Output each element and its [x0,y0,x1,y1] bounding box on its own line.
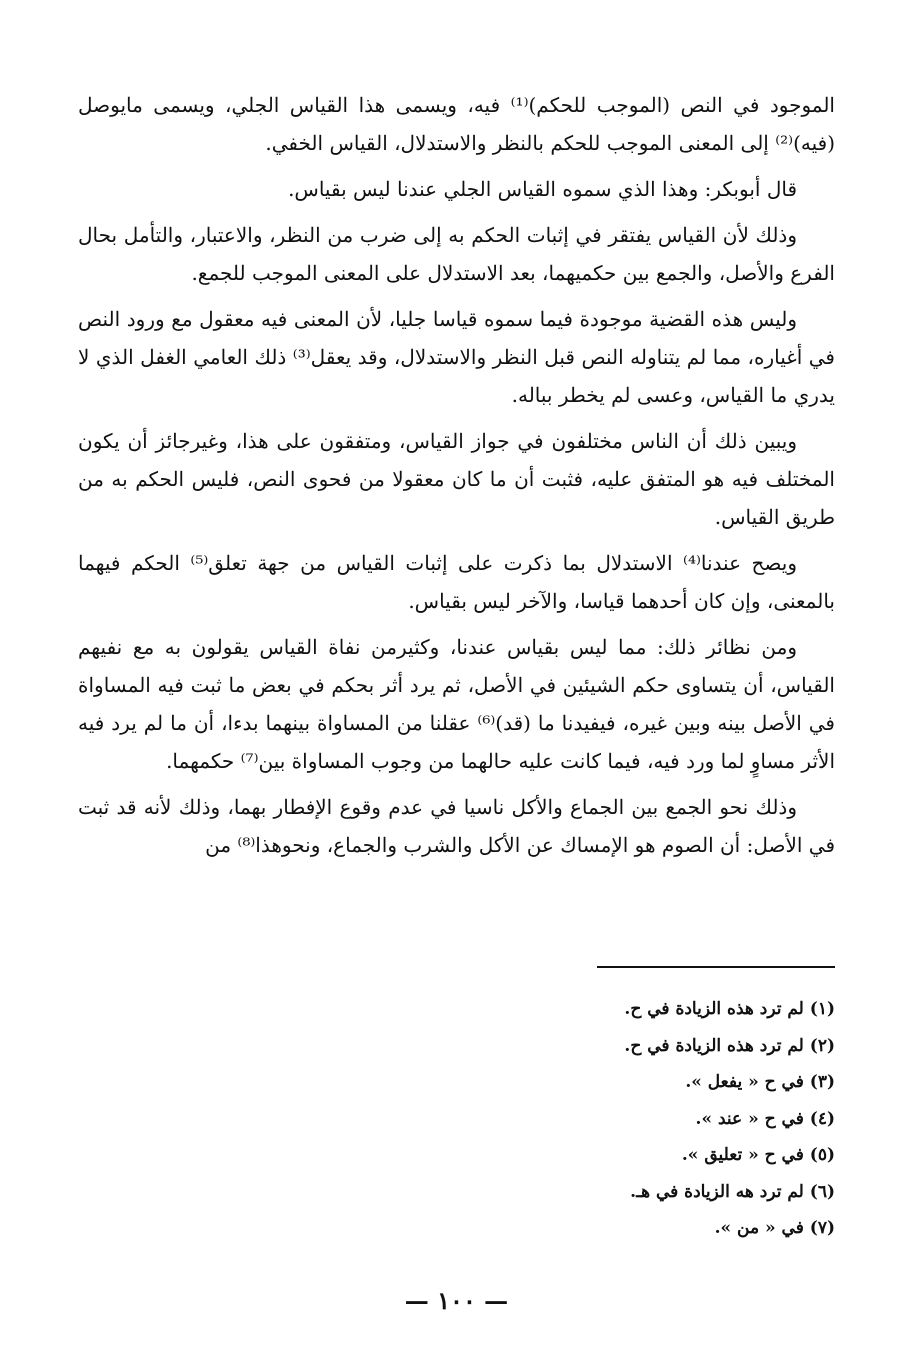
paragraph-8: وذلك نحو الجمع بين الجماع والأكل ناسيا في عدم وقوع الإفطار بهما، وذلك لأنه قد ثبت في الأصل: أن الصوم هو الإمساك عن الأكل والشرب والجماع، ونحوهذا⁽⁸⁾ من [78,795,835,857]
page-number: — ١٠٠ — [404,1286,509,1315]
paragraph-2: قال أبوبكر: وهذا الذي سموه القياس الجلي عندنا ليس بقياس. [288,177,797,201]
footnote-6: (٦) لم ترد هه الزيادة في هـ. [630,1181,835,1202]
document-page [78,86,835,1325]
footnote-7: (٧) في « من ». [714,1218,835,1238]
footnote-2: (٢) لم ترد هذه الزيادة في ح. [624,1035,835,1056]
paragraph-5: ويبين ذلك أن الناس مختلفون في جواز القياس، ومتفقون على هذا، وغيرجائز أن يكون المختلف فيه هو المتفق عليه، فثبت أن ما كان معقولا من فحوى النص، فليس الحكم به من طريق القياس. [78,429,835,529]
footnotes-list [78,991,835,1247]
footnote-1: (١) لم ترد هذه الزيادة في ح. [624,999,835,1019]
paragraph-3: وذلك لأن القياس يفتقر في إثبات الحكم به إلى ضرب من النظر، والاعتبار، والتأمل بحال الفرع والأصل، والجمع بين حكميهما، بعد الاستدلال على المعنى الموجب للجمع. [78,223,835,285]
paragraph-4: وليس هذه القضية موجودة فيما سموه قياسا جليا، لأن المعنى فيه معقول مع ورود النص في أغياره، مما لم يتناوله النص قبل النظر والاستدلال، وقد يعقل⁽³⁾ ذلك العامي الغفل الذي لا يدري ما القياس، وعسى لم يخطر بباله. [78,307,835,407]
main-text [78,86,835,864]
footnote-3: (٣) في ح « يفعل ». [685,1072,835,1092]
paragraph-1: الموجود في النص (الموجب للحكم)⁽¹⁾ فيه، ويسمى هذا القياس الجلي، ويسمى مايوصل (فيه)⁽²⁾ إلى المعنى الموجب للحكم بالنظر والاستدلال، القياس الخفي. [78,93,835,155]
paragraph-7: ومن نظائر ذلك: مما ليس بقياس عندنا، وكثيرمن نفاة القياس يقولون به مع نفيهم القياس، أن يتساوى حكم الشيئين في الأصل، ثم يرد أثر بحكم في بعض ما ثبت فيه المساواة في الأصل بينه وبين غيره، فيفيدنا ما (قد)⁽⁶⁾ عقلنا من المساواة بينهما بدءا، أن ما لم يرد فيه الأثر مساوٍ لما ورد فيه، فيما كانت عليه حالهما من وجوب المساواة بين⁽⁷⁾ حكمهما. [78,635,835,773]
footnote-4: (٤) في ح « عند ». [695,1108,835,1129]
paragraph-6: ويصح عندنا⁽⁴⁾ الاستدلال بما ذكرت على إثبات القياس من جهة تعلق⁽⁵⁾ الحكم فيهما بالمعنى، وإن كان أحدهما قياسا، والآخر ليس بقياس. [78,551,835,613]
footnote-5: (٥) في ح « تعليق ». [681,1145,835,1165]
footnote-divider [597,966,835,968]
